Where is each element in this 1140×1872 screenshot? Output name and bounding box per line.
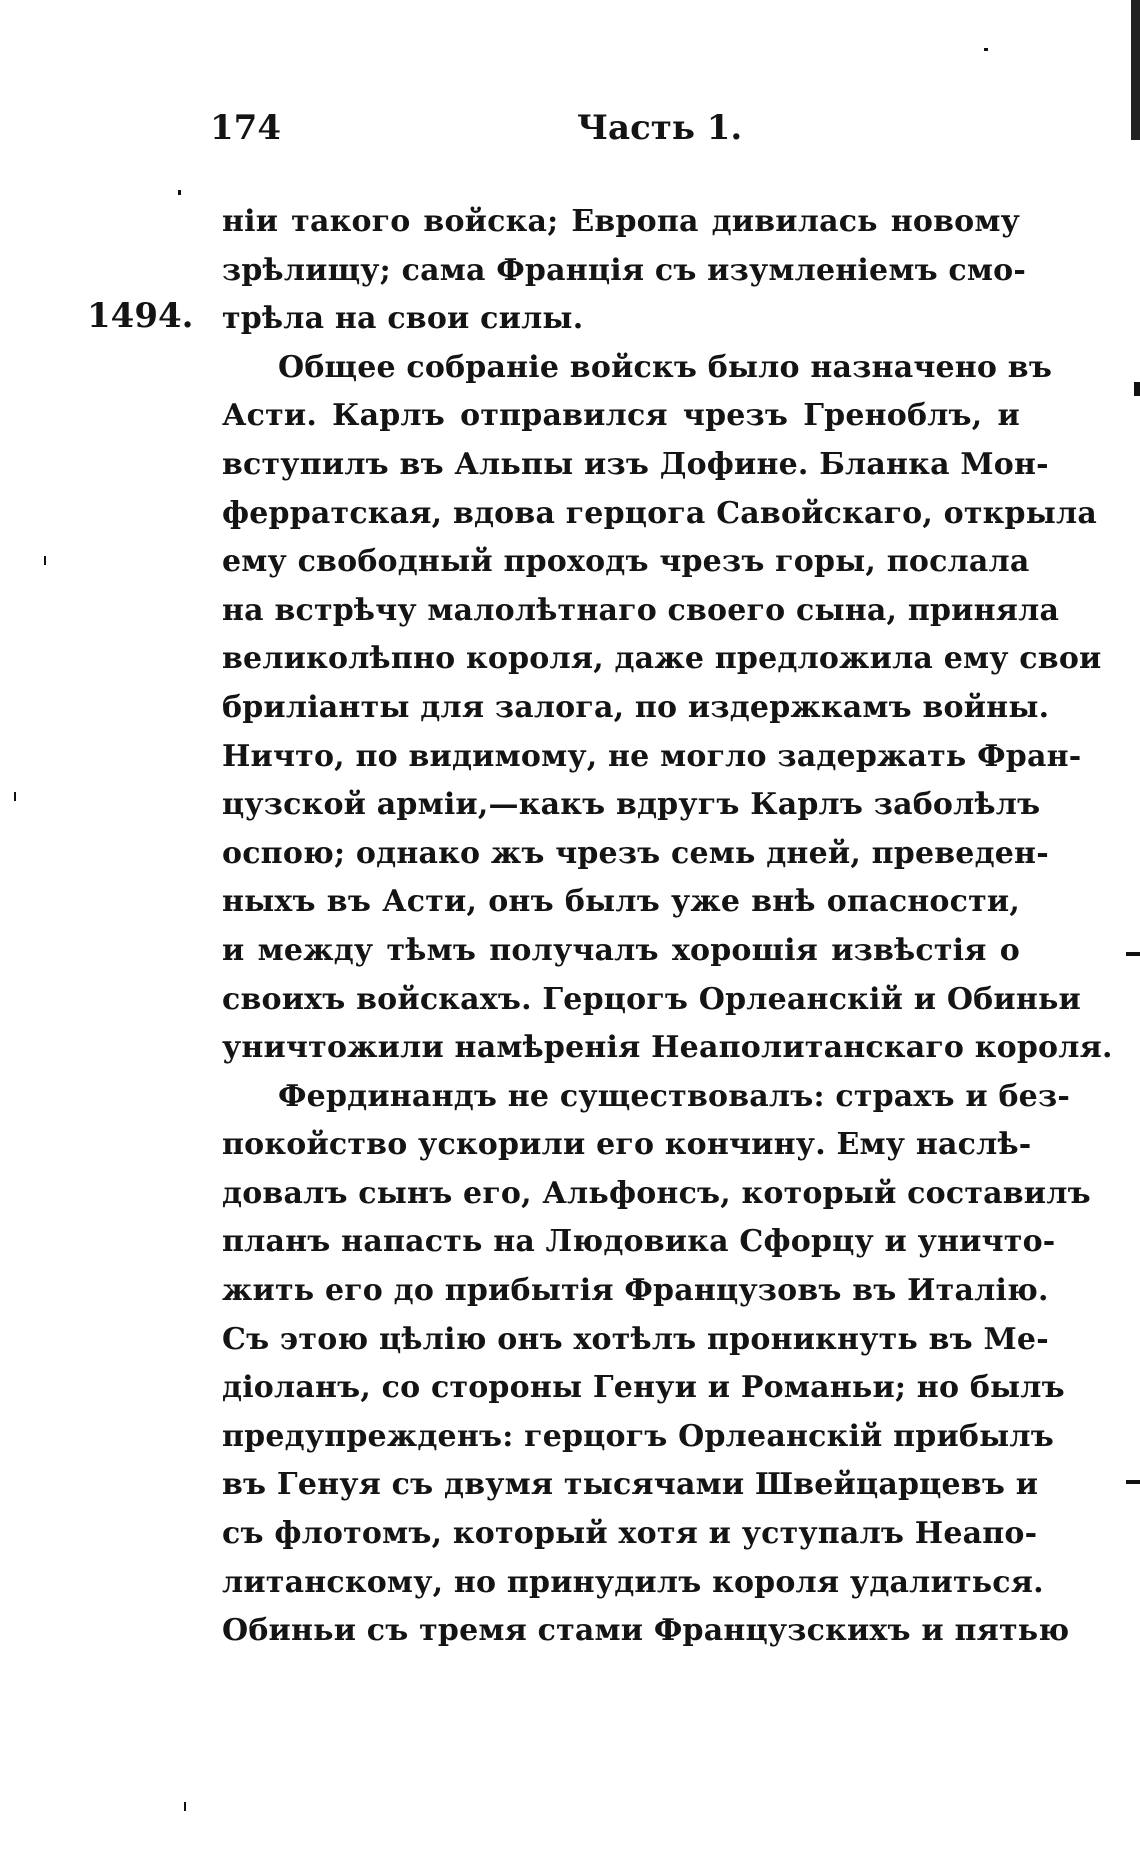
text-line: ныхъ въ Асти, онъ былъ уже внѣ опасности, [222,884,1020,920]
text-line: трѣла на свои силы. [222,301,584,337]
scan-speck [984,48,988,51]
scan-speck [1126,952,1140,956]
text-line: оспою; однако жъ чрезъ семь дней, преведен- [222,835,1049,871]
text-line: своихъ войскахъ. Герцогъ Орлеанскій и Обиньи [222,981,1081,1017]
text-line: предупрежденъ: герцогъ Орлеанскій прибылъ [222,1418,1054,1454]
text-line: зрѣлищу; сама Франція съ изумленіемъ смо- [222,252,1027,288]
text-line: ніи такого войска; Европа дивилась новому [222,204,1020,239]
text-line: Ничто, по видимому, не могло задержать Фран- [222,738,1082,774]
scan-speck [1126,1480,1140,1484]
text-line: въ Генуя съ двумя тысячами Швейцарцевъ и [222,1467,1039,1503]
scan-edge-shadow [1131,0,1140,140]
text-line: вступилъ въ Альпы изъ Дофине. Бланка Мон- [222,446,1049,482]
running-head: Часть 1. [577,108,743,148]
text-line: Фердинандъ не существовалъ: страхъ и без- [278,1078,1070,1114]
scan-speck [44,556,46,565]
text-line: Общее собраніе войскъ было назначено въ [278,349,1053,385]
text-line: планъ напасть на Людовика Сфорцу и уничто- [222,1224,1056,1260]
text-line: бриліанты для залога, по издержкамъ войны. [222,689,1050,725]
page-header [210,108,1030,158]
text-line: и между тѣмъ получалъ хорошія извѣстія о [222,932,1020,968]
text-line: Обиньи съ тремя стами Французскихъ и пятью [222,1613,1070,1649]
text-line: литанскому, но принудилъ короля удалиться. [222,1564,1044,1600]
margin-year-note: 1494. [87,296,194,336]
scan-speck [178,190,181,195]
text-line: жить его до прибытія Французовъ въ Италію. [222,1273,1049,1309]
text-line: покойство ускорили его кончину. Ему наслѣ- [222,1127,1032,1163]
text-line: съ флотомъ, который хотя и уступалъ Неапо- [222,1516,1038,1552]
text-line: великолѣпно короля, даже предложила ему свои [222,641,1102,677]
scan-speck [1134,382,1140,396]
text-line: цузской арміи,—какъ вдругъ Карлъ заболѣлъ [222,787,1041,823]
scan-speck [184,1802,186,1811]
scan-speck [14,792,16,801]
text-line: довалъ сынъ его, Альфонсъ, который составилъ [222,1175,1091,1211]
text-line: ему свободный проходъ чрезъ горы, послала [222,544,1030,580]
body-text [222,198,1113,1656]
text-line: Асти. Карлъ отправился чрезъ Греноблъ, и [222,398,1020,434]
page-number: 174 [210,108,281,148]
text-line: на встрѣчу малолѣтнаго своего сына, приняла [222,592,1060,628]
text-line: Съ этою цѣлію онъ хотѣлъ проникнуть въ Ме- [222,1321,1049,1357]
text-line: діоланъ, со стороны Генуи и Романьи; но былъ [222,1370,1065,1406]
text-line: уничтожили намѣренія Неаполитанскаго короля. [222,1030,1113,1066]
text-line: ферратская, вдова герцога Савойскаго, открыла [222,495,1097,531]
